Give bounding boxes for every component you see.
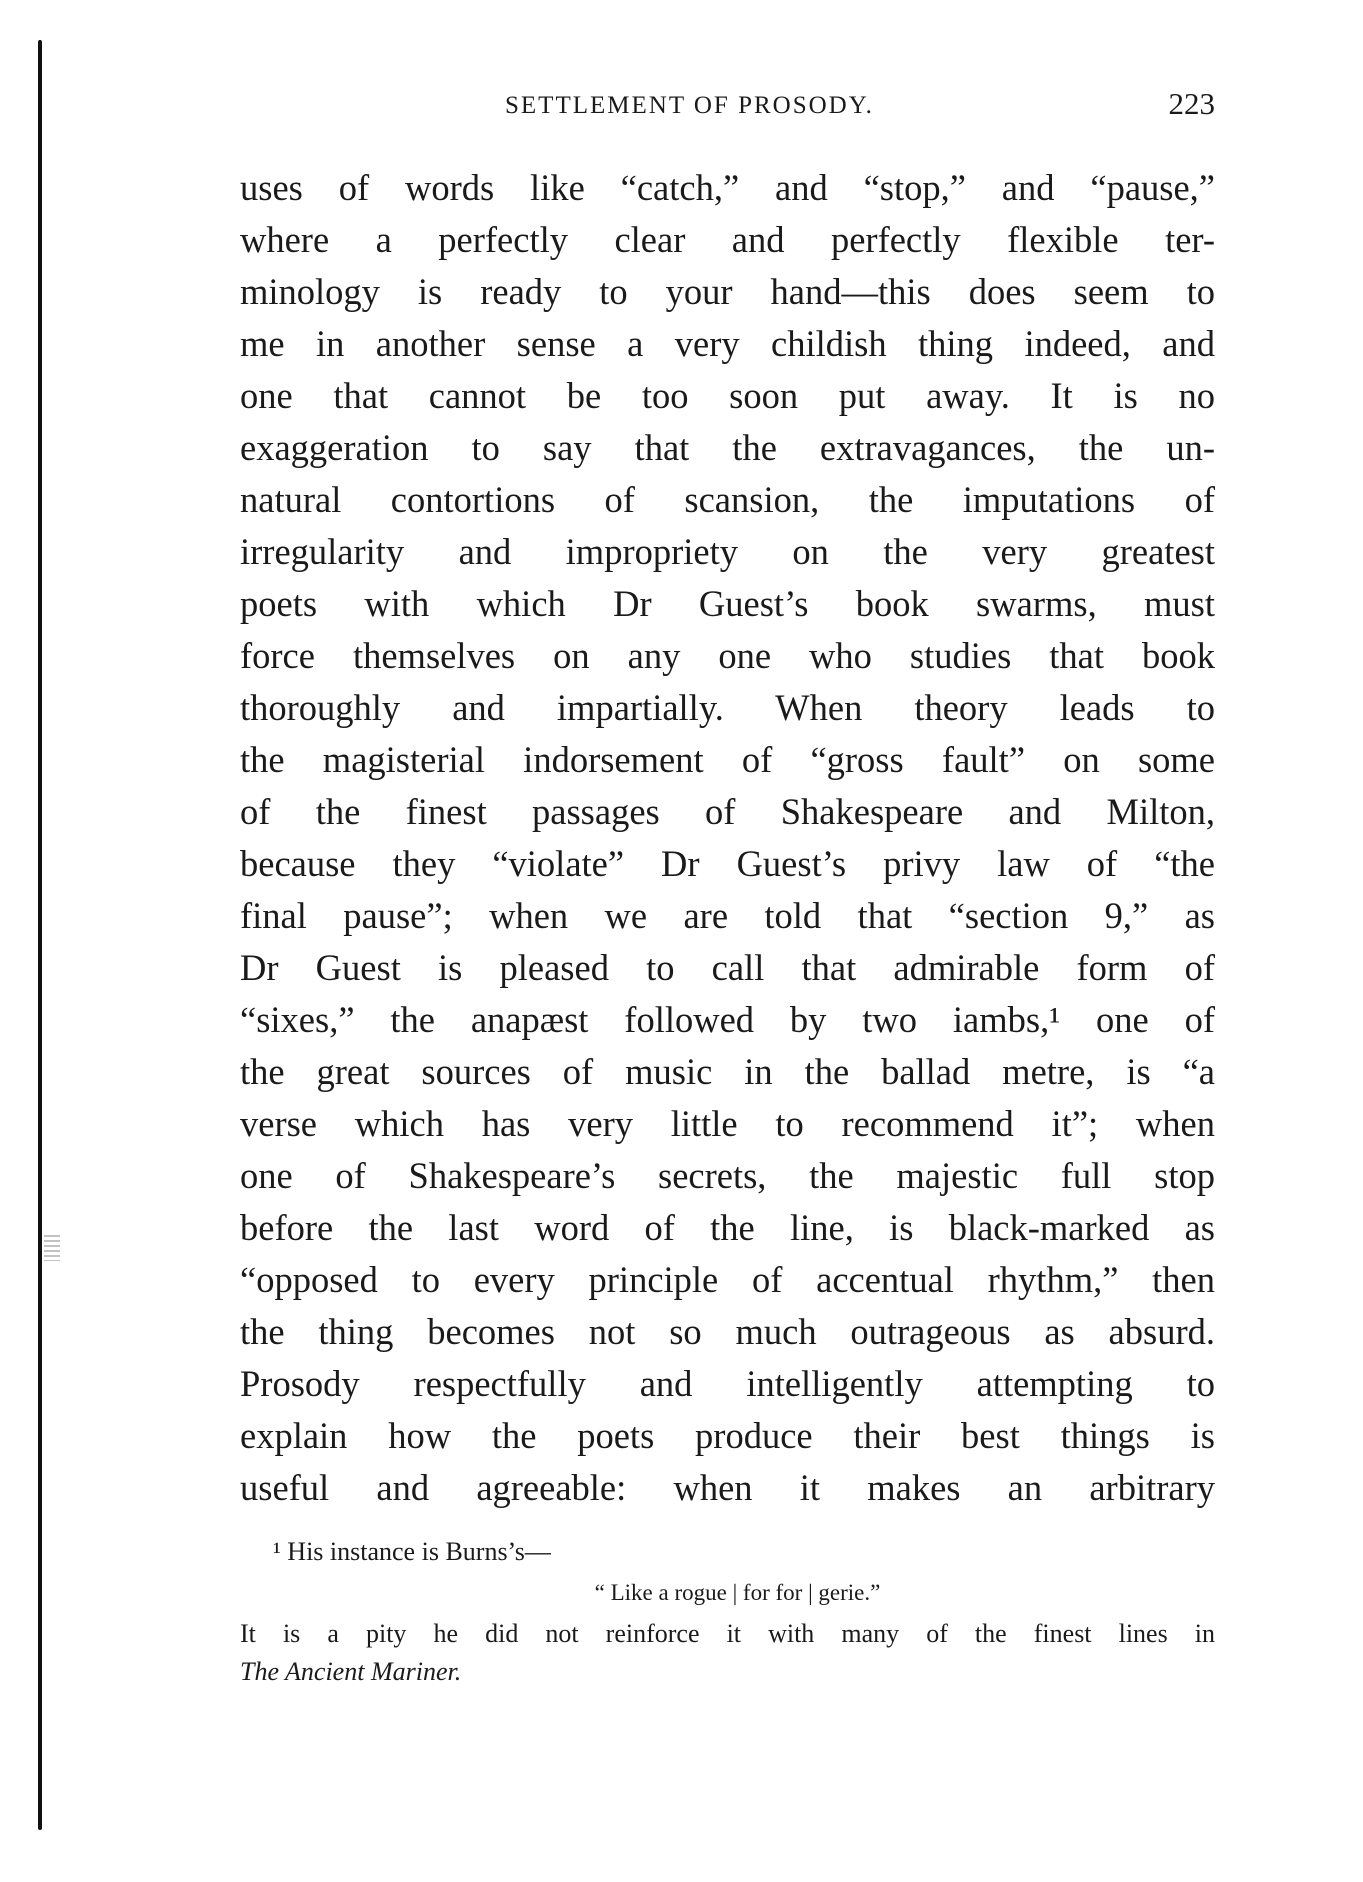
text-line: Dr Guest is pleased to call that admirable form of <box>240 947 1215 988</box>
text-line: minology is ready to your hand—this does seem to <box>240 271 1215 312</box>
text-line: irregularity and impropriety on the very greatest <box>240 531 1215 572</box>
text-line: explain how the poets produce their best things is <box>240 1415 1215 1456</box>
text-line: “opposed to every principle of accentual rhythm,” then <box>240 1259 1215 1300</box>
binding-edge <box>38 40 42 1830</box>
text-line: because they “violate” Dr Guest’s privy law of “the <box>240 843 1215 884</box>
text-line: thoroughly and impartially. When theory leads to <box>240 687 1215 728</box>
footnote-text: It is a pity he did not reinforce it with many of the finest lines in <box>240 1619 1215 1648</box>
text-line: before the last word of the line, is black-marked as <box>240 1207 1215 1248</box>
text-line: poets with which Dr Guest’s book swarms, must <box>240 583 1215 624</box>
text-line: Prosody respectfully and intelligently attempting to <box>240 1363 1215 1404</box>
running-head-title: SETTLEMENT OF PROSODY. <box>505 92 874 119</box>
text-line: force themselves on any one who studies that book <box>240 635 1215 676</box>
text-line: uses of words like “catch,” and “stop,” and “pause,” <box>240 167 1215 208</box>
text-line: final pause”; when we are told that “section 9,” as <box>240 895 1215 936</box>
footnote <box>240 1533 1215 1691</box>
footnote-intro: ¹ His instance is Burns’s— <box>273 1537 551 1566</box>
text-line: verse which has very little to recommend it”; when <box>240 1103 1215 1144</box>
text-line: natural contortions of scansion, the imputations of <box>240 479 1215 520</box>
footnote-book-title: The Ancient Mariner. <box>240 1657 462 1686</box>
text-line: the thing becomes not so much outrageous as absurd. <box>240 1311 1215 1352</box>
text-line: useful and agreeable: when it makes an arbitrary <box>240 1467 1215 1508</box>
running-head <box>240 86 1215 126</box>
text-line: me in another sense a very childish thing indeed, and <box>240 323 1215 364</box>
scan-speck <box>44 1235 60 1261</box>
footnote-quote: “ Like a rogue | for for | gerie.” <box>594 1580 881 1605</box>
text-line: the magisterial indorsement of “gross fault” on some <box>240 739 1215 780</box>
text-line: one that cannot be too soon put away. It is no <box>240 375 1215 416</box>
text-line: of the finest passages of Shakespeare and Milton, <box>240 791 1215 832</box>
text-line: one of Shakespeare’s secrets, the majestic full stop <box>240 1155 1215 1196</box>
text-line: the great sources of music in the ballad metre, is “a <box>240 1051 1215 1092</box>
page-number: 223 <box>1168 86 1215 121</box>
text-line: where a perfectly clear and perfectly flexible ter- <box>240 219 1215 260</box>
text-line: exaggeration to say that the extravagances, the un- <box>240 427 1215 468</box>
body-text <box>240 162 1215 1514</box>
text-line: “sixes,” the anapæst followed by two iambs,¹ one of <box>240 999 1215 1040</box>
